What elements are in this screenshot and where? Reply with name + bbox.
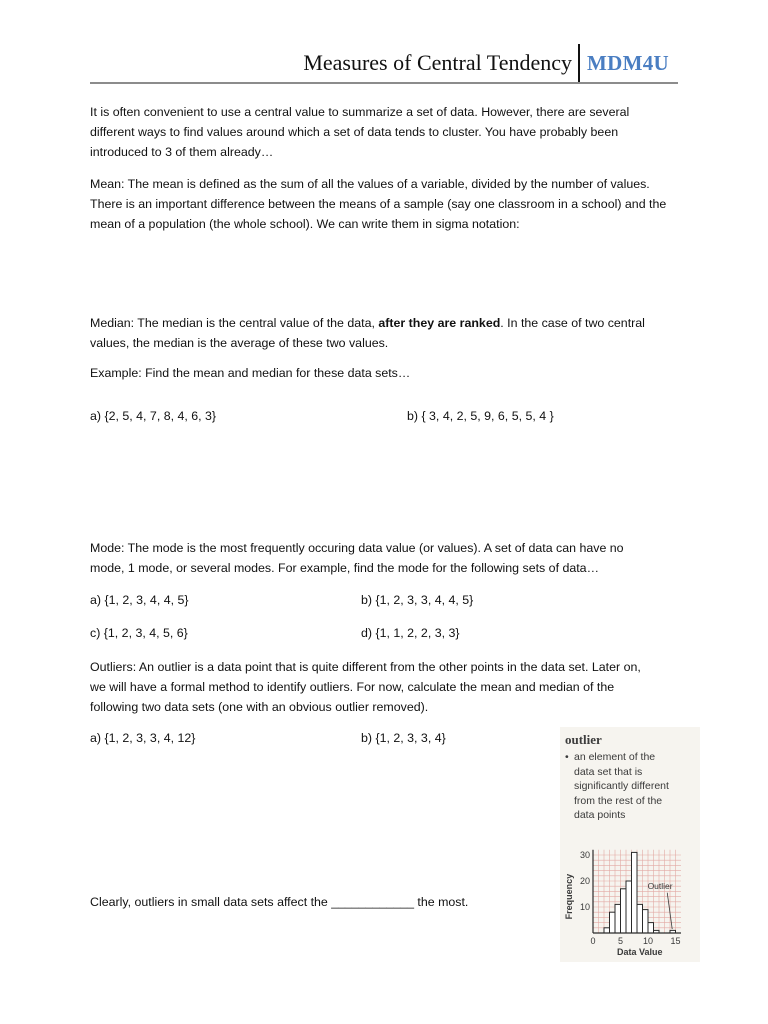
mode-line: mode, 1 mode, or several modes. For example, find the mode for the following sets of data… [90,561,599,575]
intro-line: different ways to find values around which a set of data tends to cluster. You have probably been [90,125,619,139]
x-tick-label: 5 [617,936,624,946]
histogram-bar [604,928,610,933]
glossary-definition [565,750,697,823]
median-emphasis: after they are ranked [378,316,501,330]
definition-line: from the rest of the [574,794,663,807]
glossary-term: outlier [565,732,602,747]
outliers-set-a: a) {1, 2, 3, 3, 4, 12} [90,731,196,745]
y-tick-label: 10 [579,902,590,912]
median-paragraph [90,313,690,353]
mean-line: mean of a population (the whole school). We can write them in sigma notation: [90,217,520,231]
mode-set-b: b) {1, 2, 3, 3, 4, 4, 5} [361,593,474,607]
median-text: . In the case of two central [500,316,645,330]
intro-line: It is often convenient to use a central value to summarize a set of data. However, there are several [90,105,630,119]
mean-line: Mean: The mean is defined as the sum of all the values of a variable, divided by the number of values. [90,177,650,191]
outliers-line: Outliers: An outlier is a data point that is quite different from the other points in the data set. Later on, [90,660,641,674]
y-axis-title: Frequency [564,873,574,920]
outliers-line: following two data sets (one with an obvious outlier removed). [90,700,429,714]
intro-paragraph [90,102,690,162]
example-set-b: b) { 3, 4, 2, 5, 9, 6, 5, 5, 4 } [407,409,554,423]
histogram-bar [621,889,627,933]
course-code: MDM4U [587,51,669,75]
mode-set-c: c) {1, 2, 3, 4, 5, 6} [90,626,188,640]
median-line [90,313,690,333]
x-axis-title: Data Value [616,947,663,957]
outliers-conclusion: Clearly, outliers in small data sets affect the ____________ the most. [90,895,469,909]
histogram-bar [637,904,643,933]
definition-line: significantly different [574,780,669,792]
x-tick-label: 0 [590,936,596,946]
definition-line: data points [574,809,626,821]
definition-line: data set that is [574,765,643,778]
mode-set-d: d) {1, 1, 2, 2, 3, 3} [361,626,460,640]
histogram-bar [648,923,654,933]
median-text: Median: The median is the central value of the data, [90,316,379,330]
mean-paragraph [90,174,690,234]
median-line: values, the median is the average of these two values. [90,336,389,350]
page-title: Measures of Central Tendency [303,50,572,75]
histogram-bar [626,881,632,933]
example-set-a: a) {2, 5, 4, 7, 8, 4, 6, 3} [90,409,217,423]
example-prompt: Example: Find the mean and median for these data sets… [90,366,411,380]
mean-line: There is an important difference between the means of a sample (say one classroom in a school) and the [90,197,667,211]
y-tick-label: 20 [579,876,590,886]
outliers-set-b: b) {1, 2, 3, 3, 4} [361,731,446,745]
header-rule [90,82,678,84]
definition-line: an element of the [574,751,656,763]
y-tick-label: 30 [579,850,590,860]
outlier-annotation: Outlier [647,880,673,891]
bullet-icon: • [565,751,569,763]
histogram-bar [632,852,638,933]
mode-paragraph [90,538,690,578]
x-tick-label: 15 [670,936,681,946]
outliers-line: we will have a formal method to identify outliers. For now, calculate the mean and median of the [90,680,615,694]
outlier-histogram [560,838,700,962]
outliers-paragraph [90,657,690,717]
histogram-bar [643,910,649,933]
x-tick-label: 10 [642,936,654,946]
intro-line: introduced to 3 of them already… [90,145,274,159]
title-divider [578,44,580,82]
mode-line: Mode: The mode is the most frequently occuring data value (or values). A set of data can have no [90,541,624,555]
histogram-bar [615,904,621,933]
histogram-bar [610,912,616,933]
mode-set-a: a) {1, 2, 3, 4, 4, 5} [90,593,189,607]
